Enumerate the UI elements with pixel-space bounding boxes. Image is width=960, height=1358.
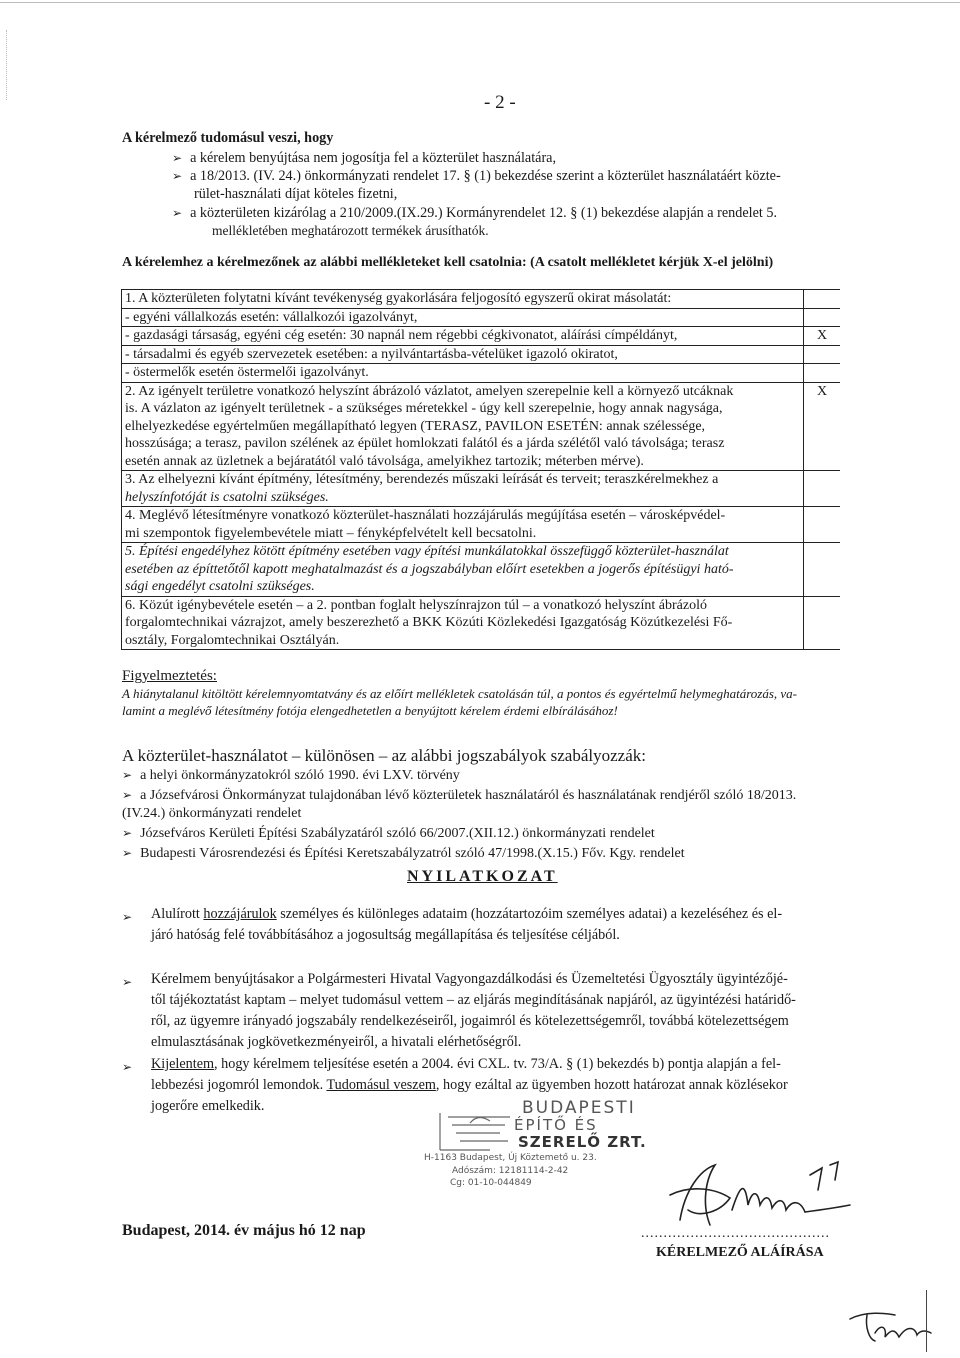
arrow-bullet-icon: ➢ [122,846,133,860]
table-row [122,327,841,346]
table-row [122,543,841,597]
attachment-3-mark[interactable] [804,471,841,507]
company-stamp [424,1095,660,1205]
attachment-2-text: 2. Az igényelt területre vonatkozó helyszínt ábrázoló vázlatot, amelyen szerepelnie kell a környező utcáknak is. A vázlaton az igényelt területnek - a szükséges méretekkel - úgy kell szerepelnie, hogy annak nagysága, elhelyezkedése egyértelműen megállapítható legyen (TERASZ, PAVILON ESETÉN: annak szélessége, hosszúsága; a terasz, pavilon szélének az épület homlokzati falától és a járda szélétől való távolsága; terasz esetén annak az üzletnek a bejáratától való távolsága, amelyikhez tartozik; méterben mérve). [122,382,804,471]
attachments-table [121,289,840,650]
warning-title: Figyelmeztetés: [122,668,217,684]
arrow-bullet-icon: ➢ [172,206,183,220]
law-item-2-cont: (IV.24.) önkormányzati rendelet [122,806,302,821]
law-item-4: ➢ Budapesti Városrendezési és Építési Keretszabályzatról szóló 47/1998.(X.15.) Főv. Kgy. rendelet [122,846,685,861]
arrow-bullet-icon: ➢ [122,910,133,924]
attachment-4-text: 4. Meglévő létesítményre vonatkozó közterület-használati hozzájárulás megújítása esetén – városképvédel- mi szempontok figyelembevétele miatt – fényképfelvételt kell becsatolni. [122,507,804,543]
stamp-line-3: SZERELŐ ZRT. [518,1133,647,1151]
arrow-bullet-icon: ➢ [122,1060,133,1074]
stamp-line-4: H-1163 Budapest, Új Köztemető u. 23. [424,1153,597,1163]
declaration-paragraph-2: ➢ Kérelmem benyújtásakor a Polgármesteri Hivatal Vagyongazdálkodási és Üzemeltetési Ügyosztály ügyintézőjé- től tájékoztatást kaptam – melyet tudomásul vettem – az eljárás megindításának napjáról, az ügyintézési határidő- ről, az ügyemre irányadó jogszabály rendelkezéseiről, jogaimról és kötelezettségemről, továbbá kötelezettségem elmulasztásának jogkövetkezményeiről, a hivatali elérhetőségről. [122,971,796,1050]
laws-title: A közterület-használatot – különösen – az alábbi jogszabályok szabályozzák: [122,746,646,765]
scan-edge-top [0,2,960,9]
arrow-bullet-icon: ➢ [122,975,133,989]
attachment-1d-text: - östermelők esetén östermelői igazolványt. [122,364,804,383]
stamp-line-6: Cg: 01-10-044849 [450,1178,532,1188]
attachment-6-text: 6. Közút igénybevétele esetén – a 2. pontban foglalt helyszínrajzon túl – a vonatkozó helyszínt ábrázoló forgalomtechnikai vázrajzot, amely beszerezhető a BKK Közúti Közlekedési Igazgatóság Közútkezelési Fő- osztály, Forgalomtechnikai Osztályán. [122,596,804,650]
table-row [122,290,841,309]
scan-edge-left [6,30,8,100]
law-item-3: ➢ Józsefváros Kerületi Építési Szabályzatáról szóló 66/2007.(XII.12.) önkormányzati rendelet [122,826,655,841]
warning-line-2: lamint a meglévő létesítmény fotója elengedhetetlen a benyújtott kérelem érdemi elbírálásához! [122,703,618,718]
arrow-bullet-icon: ➢ [122,826,133,840]
attachment-1c-text: - társadalmi és egyéb szervezetek esetében: a nyilvántartásba-vételüket igazoló okiratot, [122,345,804,364]
attachment-1-text: 1. A közterületen folytatni kívánt tevékenység gyakorlására feljogosító egyszerű okirat másolatát: [122,290,804,309]
warning-section [122,668,858,719]
declaration-paragraph-1: ➢ Alulírott hozzájárulok személyes és különleges adataim (hozzátartozóim személyes adatai) a kezeléséhez és el- járó hatóság felé továbbításához a jogosultság megállapítása és teljesítése céljából. [122,906,783,943]
attachment-1a-mark[interactable] [804,308,841,327]
ack-item-3: ➢ a közterületen kizárólag a 210/2009.(IX.29.) Kormányrendelet 12. § (1) bekezdése alapján a rendelet 5. [172,205,778,221]
stamp-line-5: Adószám: 12181114-2-42 [452,1166,569,1176]
attachment-1a-text: - egyéni vállalkozás esetén: vállalkozói igazolványt, [122,308,804,327]
place-date: Budapest, 2014. év május hó 12 nap [122,1222,366,1239]
attachment-4-mark[interactable] [804,507,841,543]
law-item-2: ➢ a Józsefvárosi Önkormányzat tulajdonában lévő közterületek használatáról és használatának rendjéről szóló 18/2013. [122,788,797,803]
attachment-1b-text: - gazdasági társaság, egyéni cég esetén: 30 napnál nem régebbi cégkivonatot, aláírási címpéldányt, [122,327,804,346]
warning-line-1: A hiánytalanul kitöltött kérelemnyomtatvány és az előírt mellékletek csatolásán túl, a pontos és egyértelmű helymeghatározás, va- [122,686,798,701]
table-row [122,596,841,650]
laws-section [122,746,858,868]
declaration-paragraph-3: ➢ Kijelentem, hogy kérelmem teljesítése esetén a 2004. évi CXL. tv. 73/A. § (1) bekezdés b) pontja alapján a fel- lebbezési jogomról lemondok. Tudomásul veszem, hogy ezáltal az ügyemben hozott határozat annak közlésekor jogerőre emelkedik. [122,1056,788,1114]
ack-item-2-cont: rület-használati díjat köteles fizetni, [194,186,398,202]
table-row [122,308,841,327]
law-item-1: ➢ a helyi önkormányzatokról szóló 1990. évi LXV. törvény [122,768,460,783]
attachment-1-mark[interactable] [804,290,841,309]
attachment-5-mark[interactable] [804,543,841,597]
page-number: - 2 - [484,92,516,113]
table-row [122,507,841,543]
arrow-bullet-icon: ➢ [172,169,183,183]
table-row [122,345,841,364]
stamp-line-2: ÉPÍTŐ ÉS [514,1116,598,1134]
margin-line [926,1290,927,1352]
attachment-3-text: 3. Az elhelyezni kívánt építmény, létesítmény, berendezés műszaki leírását és terveit; teraszkérelmekhez a helyszínfotóját is csatolni szükséges. [122,471,804,507]
attachment-6-mark[interactable] [804,596,841,650]
table-row [122,364,841,383]
ack-item-3-cont: mellékletében meghatározott termékek árusíthatók. [212,223,489,238]
table-row [122,471,841,507]
arrow-bullet-icon: ➢ [172,151,183,165]
attachment-2-mark[interactable]: X [804,382,841,471]
arrow-bullet-icon: ➢ [122,768,133,782]
declaration-title: NYILATKOZAT [407,868,558,885]
signature-label: KÉRELMEZŐ ALÁÍRÁSA [656,1245,824,1260]
arrow-bullet-icon: ➢ [122,788,133,802]
attachment-1c-mark[interactable] [804,345,841,364]
signature-line: .......................................... [641,1226,830,1241]
ack-item-1: ➢ a kérelem benyújtása nem jogosítja fel a közterület használatára, [172,150,557,166]
attachments-intro: A kérelemhez a kérelmezőnek az alábbi mellékleteket kell csatolnia: (A csatolt mellékletet kérjük X-el jelölni) [122,255,774,270]
initials-icon [845,1305,935,1350]
table-row [122,382,841,471]
attachment-1b-mark[interactable]: X [804,327,841,346]
stamp-line-1: BUDAPESTI [522,1098,636,1118]
attachment-5-text: 5. Építési engedélyhez kötött építmény esetében vagy építési munkálatokkal összefüggő közterület-használat esetében az építtetőtől kapott meghatalmazást és a jogszabályban előírt esetekben a jogerős építésügyi ható- sági engedélyt csatolni szükséges. [122,543,804,597]
ack-item-2: ➢ a 18/2013. (IV. 24.) önkormányzati rendelet 17. § (1) bekezdése szerint a közterület használatáért közte- [172,168,781,184]
attachment-1d-mark[interactable] [804,364,841,383]
ack-title: A kérelmező tudomásul veszi, hogy [122,130,334,146]
